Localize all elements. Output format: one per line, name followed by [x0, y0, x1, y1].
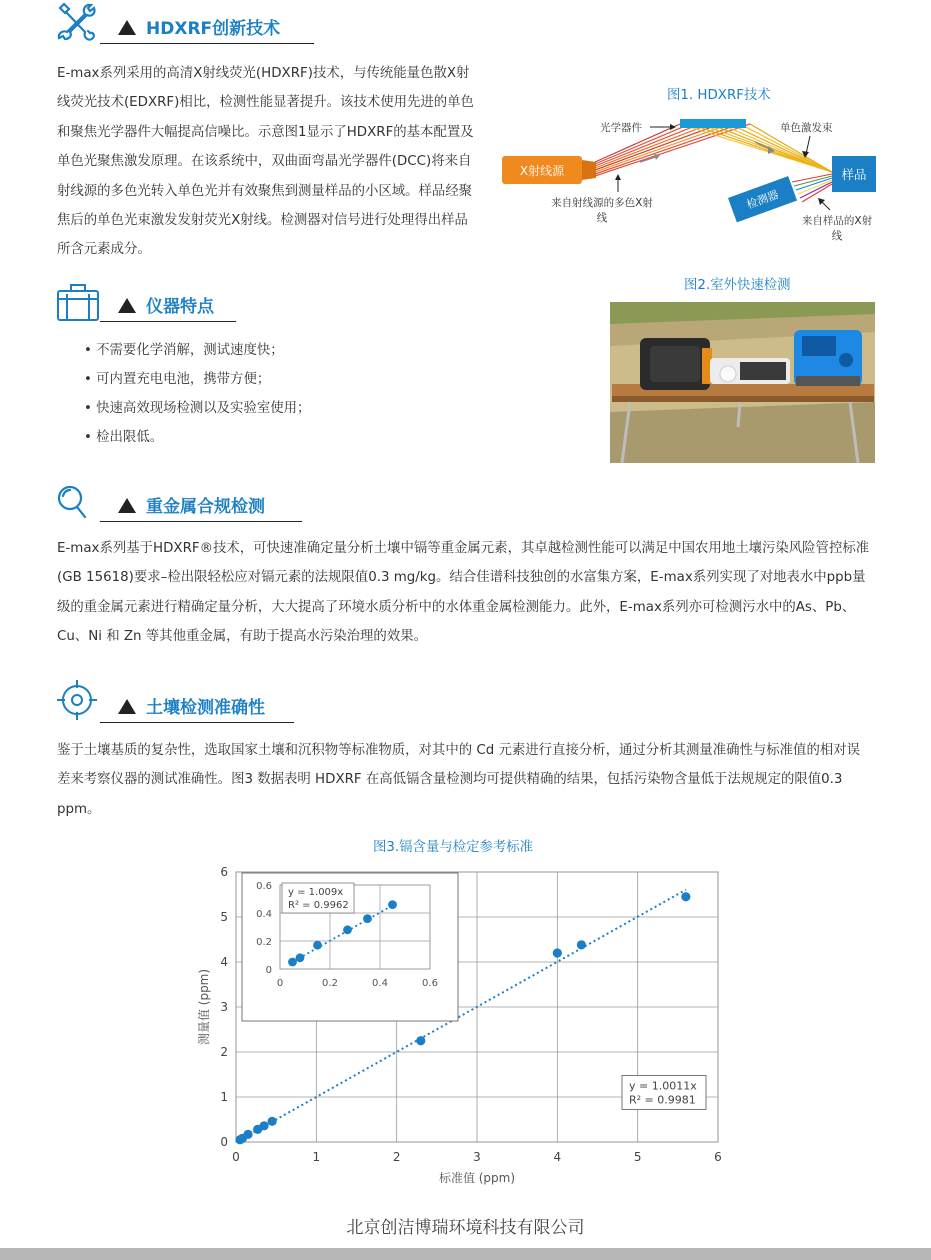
inset-fit-r2: R² = 0.9962 — [288, 900, 349, 911]
inset-data-point — [296, 953, 305, 962]
inset-data-point — [343, 925, 352, 934]
x-tick-label: 2 — [392, 1150, 401, 1164]
x-tick-label: 0 — [232, 1150, 240, 1164]
data-point — [268, 1117, 277, 1126]
from-sample-label: 来自样品的X射线 — [801, 215, 873, 242]
section-title-text: 土壤检测准确性 — [146, 698, 265, 718]
title-underline — [100, 321, 236, 323]
triangle-marker-icon — [118, 20, 136, 35]
inset-data-point — [288, 958, 297, 967]
optics-bar — [680, 119, 746, 128]
fit-r2: R² = 0.9981 — [629, 1093, 696, 1107]
detector-label: 检测器 — [744, 187, 781, 212]
section-title-heavy-metal — [118, 492, 302, 522]
list-item: • 快速高效现场检测以及实验室使用； — [84, 401, 311, 416]
inset-fit-equation: y = 1.009x — [288, 887, 344, 898]
title-underline — [100, 43, 314, 45]
y-tick-label: 2 — [220, 1045, 228, 1059]
data-point — [243, 1130, 252, 1139]
tools-icon — [55, 2, 97, 42]
fit-equation: y = 1.0011x — [629, 1079, 697, 1093]
section-title-hdxrf — [118, 14, 314, 44]
sample-label: 样品 — [841, 167, 867, 182]
data-point — [577, 940, 586, 949]
data-point — [553, 948, 562, 957]
figure2-caption: 图2.室外快速检测 — [684, 278, 791, 293]
inset-y-tick-label: 0 — [265, 965, 272, 976]
inset-x-tick-label: 0 — [276, 978, 284, 989]
optics-label: 光学器件 — [600, 122, 642, 134]
company-name: 北京创洁博瑞环境科技有限公司 — [346, 1218, 585, 1238]
y-tick-label: 5 — [220, 910, 228, 924]
accuracy-paragraph: 鉴于土壤基质的复杂性，选取国家土壤和沉积物等标准物质，对其中的 Cd 元素进行直接分析，通过分析其测量准确性与标准值的相对误差来考察仪器的测试准确性。图3 数据表明 HDXRF 在高低镉含量检测均可提供精确的结果，包括污染物含量低于法规规定的限值0.3 ppm。 — [57, 743, 861, 817]
x-tick-label: 5 — [633, 1150, 642, 1164]
mono-label: 单色激发束 — [780, 122, 833, 134]
section-title-text: HDXRF创新技术 — [146, 19, 281, 39]
target-icon — [55, 680, 101, 720]
y-tick-label: 0 — [220, 1135, 228, 1149]
heavy-metal-paragraph: E-max系列基于HDXRF®技术，可快速准确定量分析土壤中镉等重金属元素，其卓越检测性能可以满足中国农用地土壤污染风险管控标准(GB 15618)要求–检出限轻松应对镉元素的法规限值0.3 mg/kg。结合佳谱科技独创的水富集方案，E-max系列实现了对地表水中ppb量级的重金属元素进行精确定量分析，大大提高了环境水质分析中的水体重金属检测能力。此外，E-max系列亦可检测污水中的As、Pb、Cu、Ni 和 Zn 等其他重金属，有助于提高水污染治理的效果。 — [57, 541, 870, 645]
inset-y-tick-label: 0.4 — [256, 909, 272, 920]
x-tick-label: 1 — [312, 1150, 321, 1164]
source-label: X射线源 — [519, 164, 565, 178]
figure1-caption: 图1. HDXRF技术 — [667, 88, 771, 103]
inset-data-point — [313, 941, 322, 950]
features-list — [84, 336, 504, 452]
hdxrf-paragraph: E-max系列采用的高清X射线荧光(HDXRF)技术，与传统能量色散X射线荧光技术(EDXRF)相比，检测性能显著提升。该技术使用先进的单色和聚焦光学器件大幅提高信噪比。示意图1显示了HDXRF的基本配置及单色光聚焦激发原理。在该系统中，双曲面弯晶光学器件(DCC)将来自射线源的多色光转入单色光并有效聚焦到测量样品的小区域。样品经聚焦后的单色光束激发发射荧光X射线。检测器对信号进行处理得出样品所含元素成分。 — [57, 66, 474, 258]
data-point — [416, 1036, 425, 1045]
list-item: • 检出限低。 — [84, 430, 164, 445]
triangle-marker-icon — [118, 699, 136, 714]
y-tick-label: 6 — [220, 865, 228, 879]
y-axis-label: 测量值 (ppm) — [197, 968, 211, 1046]
cadmium-chart — [190, 858, 750, 1193]
y-tick-label: 4 — [220, 955, 228, 969]
figure3-caption: 图3.镉含量与检定参考标准 — [373, 840, 534, 855]
title-underline — [100, 521, 302, 523]
poly-beam-label: 来自射线源的多色X射线 — [551, 197, 653, 224]
toolbox-icon — [55, 282, 101, 322]
footer-bar — [0, 1248, 931, 1260]
triangle-marker-icon — [118, 498, 136, 513]
data-point — [260, 1121, 269, 1130]
y-tick-label: 3 — [220, 1000, 228, 1014]
inset-data-point — [363, 914, 372, 923]
x-tick-label: 4 — [553, 1150, 562, 1164]
data-point — [681, 892, 690, 901]
inset-x-tick-label: 0.2 — [322, 978, 338, 989]
inset-x-tick-label: 0.4 — [372, 978, 388, 989]
outdoor-photo — [610, 302, 875, 463]
section-title-features — [118, 292, 238, 322]
title-underline — [100, 722, 294, 724]
triangle-marker-icon — [118, 298, 136, 313]
section-title-accuracy — [118, 693, 294, 723]
magnifier-icon — [55, 484, 91, 522]
section-title-text: 重金属合规检测 — [146, 497, 265, 517]
inset-x-tick-label: 0.6 — [422, 978, 438, 989]
y-tick-label: 1 — [220, 1090, 228, 1104]
inset-y-tick-label: 0.2 — [256, 937, 272, 948]
x-tick-label: 3 — [473, 1150, 481, 1164]
x-tick-label: 6 — [714, 1150, 722, 1164]
inset-y-tick-label: 0.6 — [256, 881, 272, 892]
list-item: • 可内置充电电池，携带方便； — [84, 372, 271, 387]
inset-data-point — [388, 900, 397, 909]
list-item: • 不需要化学消解，测试速度快； — [84, 343, 284, 358]
section-title-text: 仪器特点 — [146, 297, 214, 317]
x-axis-label: 标准值 (ppm) — [438, 1171, 516, 1185]
